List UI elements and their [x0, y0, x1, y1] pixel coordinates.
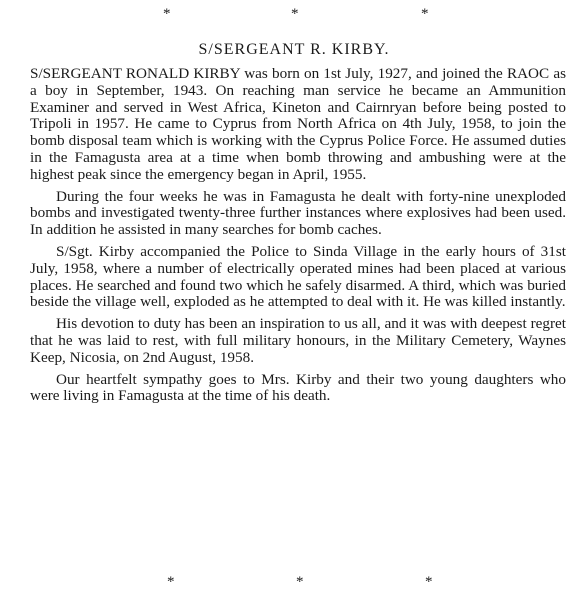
top-ornament-row — [0, 4, 588, 24]
obituary-body — [30, 66, 566, 410]
star-ornament: * — [425, 574, 433, 590]
bottom-ornament-row — [0, 572, 588, 592]
paragraph-sympathy: Our heartfelt sympathy goes to Mrs. Kirby and their two young daughters who were living in Famagusta at the time of his death. — [30, 370, 566, 405]
paragraph-funeral: His devotion to duty has been an inspiration to us all, and it was with deepest regret that he was laid to rest, with full military honours, in the Military Cemetery, Waynes Keep, Nicosia, on 2nd August, 1958. — [30, 315, 566, 366]
paragraph-sinda-village: S/Sgt. Kirby accompanied the Police to Sinda Village in the early hours of 31st July, 1958, where a number of electrically operated mines had been placed at various places. He searched and found two which he safely disarmed. A third, which was buried beside the village well, exploded as he attempted to deal with it. He was killed instantly. — [30, 242, 566, 311]
page-title: S/SERGEANT R. KIRBY. — [198, 41, 390, 58]
star-ornament: * — [163, 6, 171, 22]
paragraph-famagusta-work: During the four weeks he was in Famagusta he dealt with forty-nine unexploded bombs and investigated twenty-three further instances where explosives had been used. In addition he assisted in many searches for bomb caches. — [30, 187, 566, 239]
star-ornament: * — [421, 6, 429, 22]
star-ornament: * — [167, 574, 175, 590]
star-ornament: * — [296, 574, 304, 590]
star-ornament: * — [291, 6, 299, 22]
paragraph-biography: S/SERGEANT RONALD KIRBY was born on 1st July, 1927, and joined the RAOC as a boy in September, 1943. On reaching man service he became an Ammunition Examiner and served in West Africa, Kineton and Cairnryan before being posted to Tripoli in 1957. He came to Cyprus from North Africa on 4th July, 1958, to join the bomb disposal team which is working with the Cyprus Police Force. He assumed duties in the Famagusta area at a time when bomb throwing and ambushing were at the highest peak since the emergency began in April, 1955. — [30, 65, 566, 183]
